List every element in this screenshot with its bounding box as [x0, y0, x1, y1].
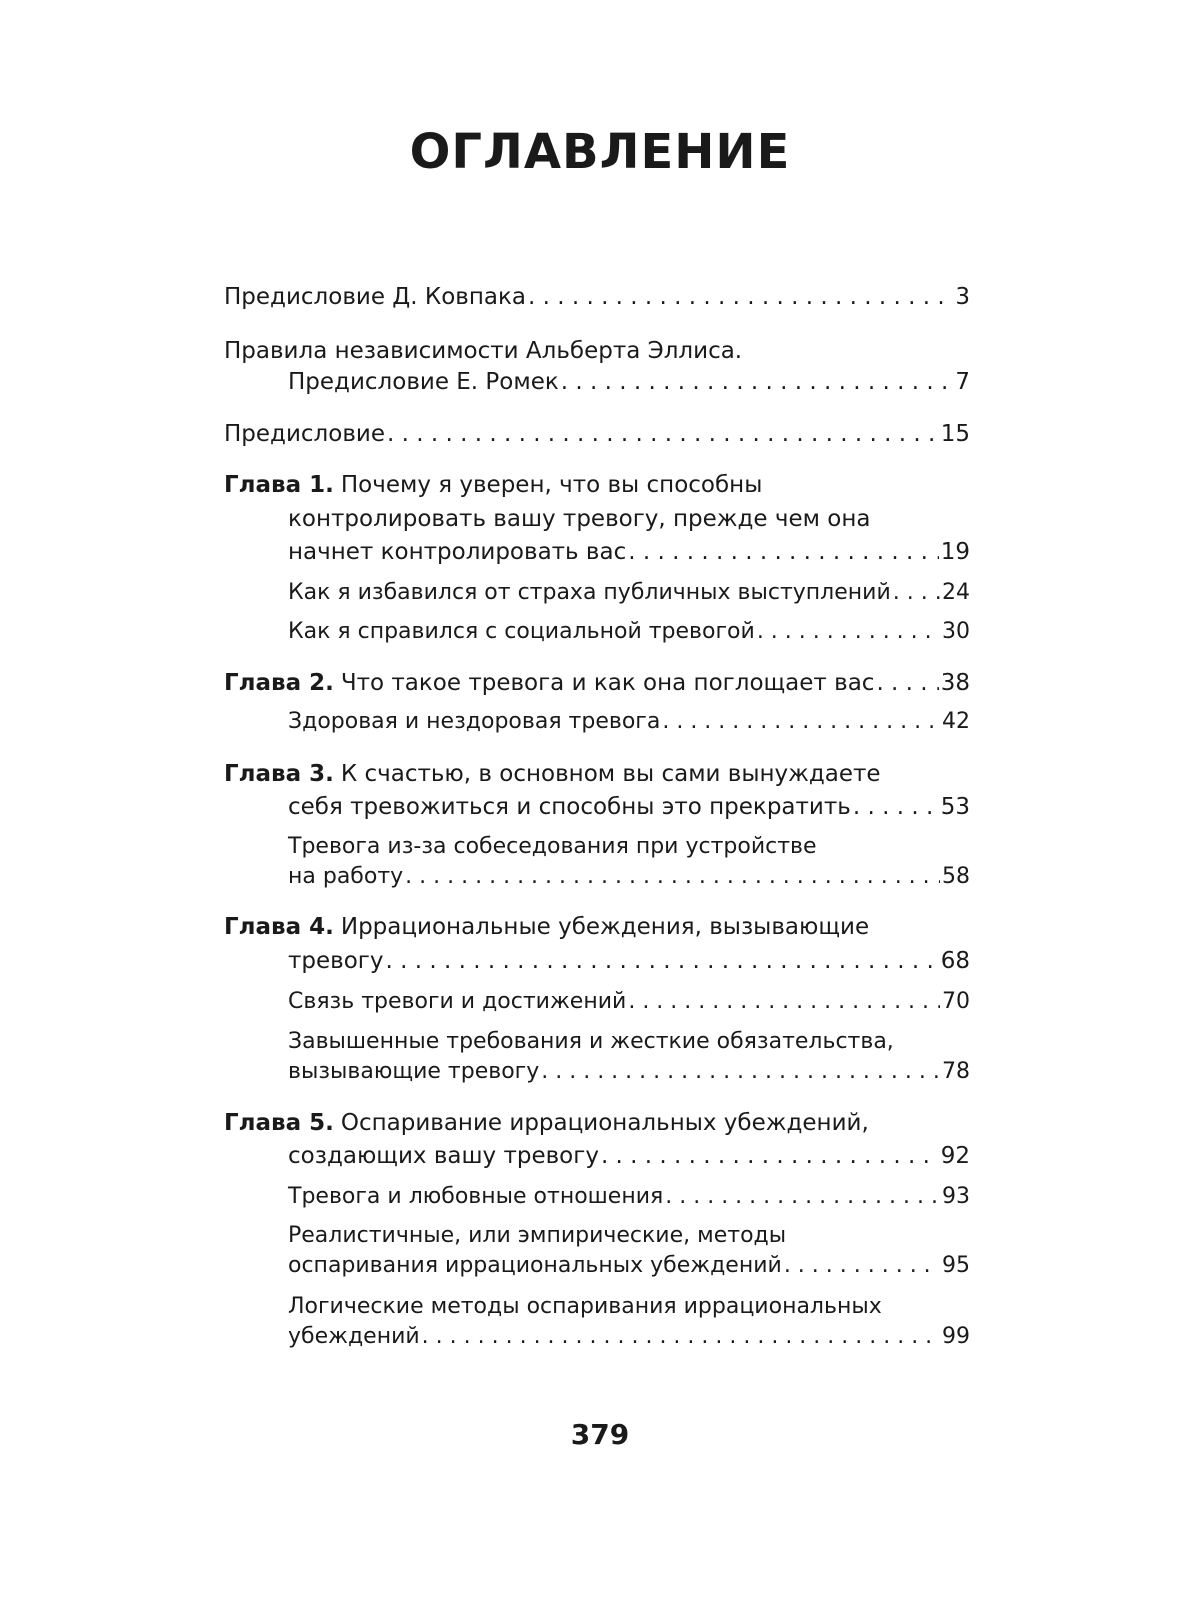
dot-leader — [405, 862, 940, 892]
toc-page-number: 95 — [942, 1253, 970, 1278]
toc-entry-title: Как я избавился от страха публичных выступлений — [288, 580, 891, 605]
toc-entry-title: Завышенные требования и жесткие обязательства, — [288, 1029, 894, 1054]
toc-subentry — [288, 987, 970, 1017]
dot-leader — [385, 946, 938, 976]
chapter-label: Глава 5. — [224, 1110, 334, 1136]
dot-leader — [628, 537, 939, 567]
chapter-heading-line — [224, 759, 970, 789]
toc-entry-title: Почему я уверен, что вы способны — [340, 472, 763, 498]
toc-page-number: 68 — [940, 948, 970, 974]
toc-subentry — [288, 1182, 970, 1212]
dot-leader — [387, 419, 939, 449]
page-title: ОГЛАВЛЕНИЕ — [409, 124, 791, 180]
dot-leader — [422, 1322, 940, 1352]
toc-entry-title: контролировать вашу тревогу, прежде чем она — [288, 506, 871, 532]
toc-page-number: 3 — [955, 284, 970, 310]
toc-entry-title: на работу — [288, 864, 404, 889]
toc-entry-title: оспаривания иррациональных убеждений — [288, 1253, 782, 1278]
dot-leader — [541, 1057, 940, 1087]
toc-entry-title: Здоровая и нездоровая тревога — [288, 709, 661, 734]
toc-subentry — [288, 1057, 970, 1087]
toc-page-number: 30 — [942, 619, 970, 644]
toc-entry — [288, 792, 970, 822]
toc-page-number: 24 — [942, 580, 970, 605]
toc-page-number: 78 — [942, 1059, 970, 1084]
toc-page-number: 7 — [955, 369, 970, 395]
toc-entry-title: Правила независимости Альберта Эллиса. — [224, 338, 743, 364]
toc-entry-title: Реалистичные, или эмпирические, методы — [288, 1223, 787, 1248]
toc-entry-title: Тревога из-за собеседования при устройстве — [288, 834, 817, 859]
toc-entry-title: Оспаривание иррациональных убеждений, — [340, 1110, 869, 1136]
toc-subentry-line — [288, 1292, 970, 1322]
toc-entry-title: убеждений — [288, 1324, 420, 1349]
toc-entry-title: себя тревожиться и способны это прекратить — [288, 794, 851, 820]
toc-page-number: 42 — [942, 709, 970, 734]
toc-entry-title: К счастью, в основном вы сами вынуждаете — [340, 761, 881, 787]
toc-subentry — [288, 1251, 970, 1281]
toc-page-number: 92 — [940, 1143, 970, 1169]
toc-entry-title: Предисловие — [224, 421, 385, 447]
toc-page-number: 58 — [942, 864, 970, 889]
chapter-heading-line — [224, 912, 970, 942]
toc-entry-title: Иррациональные убеждения, вызывающие — [340, 914, 870, 940]
toc-entry-title: Тревога и любовные отношения — [288, 1184, 664, 1209]
dot-leader — [876, 668, 938, 698]
toc-subentry — [288, 862, 970, 892]
chapter-heading-line — [224, 470, 970, 500]
dot-leader — [662, 707, 940, 737]
toc-subentry — [288, 617, 970, 647]
chapter-label: Глава 4. — [224, 914, 334, 940]
toc-subentry — [288, 578, 970, 608]
toc-subentry-line — [288, 832, 970, 862]
toc-entry — [224, 668, 970, 698]
toc-entry-title: создающих вашу тревогу — [288, 1143, 599, 1169]
toc-page-number: 38 — [940, 670, 970, 696]
chapter-label: Глава 1. — [224, 472, 334, 498]
toc-entry-title: тревогу — [288, 948, 384, 974]
toc-page-number: 19 — [940, 539, 970, 565]
chapter-label: Глава 2. — [224, 670, 334, 696]
chapter-heading-line — [288, 504, 970, 534]
toc-entry — [288, 946, 970, 976]
toc-subentry-line — [288, 1221, 970, 1251]
toc-page-number: 70 — [942, 989, 970, 1014]
toc-subentry — [288, 707, 970, 737]
toc-page-number: 53 — [940, 794, 970, 820]
dot-leader — [893, 578, 940, 608]
dot-leader — [528, 282, 953, 312]
dot-leader — [665, 1182, 940, 1212]
toc-entry-title: Связь тревоги и достижений — [288, 989, 627, 1014]
toc-page-number: 15 — [940, 421, 970, 447]
toc-entry-title: Предисловие Е. Ромек — [288, 369, 559, 395]
toc-entry-title: Что такое тревога и как она поглощает вас — [340, 670, 875, 696]
toc-subentry — [288, 1322, 970, 1352]
chapter-label: Глава 3. — [224, 761, 334, 787]
page-number: 379 — [570, 1418, 630, 1451]
dot-leader — [784, 1251, 940, 1281]
toc-page-number: 93 — [942, 1184, 970, 1209]
dot-leader — [628, 987, 940, 1017]
toc-page-number: 99 — [942, 1324, 970, 1349]
toc-entry — [288, 537, 970, 567]
dot-leader — [601, 1141, 939, 1171]
toc-entry — [224, 282, 970, 312]
toc-entry-title: Как я справился с социальной тревогой — [288, 619, 755, 644]
toc-entry-title: Предисловие Д. Ковпака — [224, 284, 526, 310]
toc-entry — [288, 367, 970, 397]
toc-entry-title: вызывающие тревогу — [288, 1059, 540, 1084]
toc-entry-line — [224, 336, 970, 366]
toc-entry — [288, 1141, 970, 1171]
dot-leader — [757, 617, 940, 647]
toc-entry — [224, 419, 970, 449]
toc-entry-title: начнет контролировать вас — [288, 539, 627, 565]
toc-entry-title: Логические методы оспаривания иррациональных — [288, 1294, 882, 1319]
dot-leader — [561, 367, 954, 397]
toc-subentry-line — [288, 1027, 970, 1057]
dot-leader — [853, 792, 939, 822]
chapter-heading-line — [224, 1108, 970, 1138]
